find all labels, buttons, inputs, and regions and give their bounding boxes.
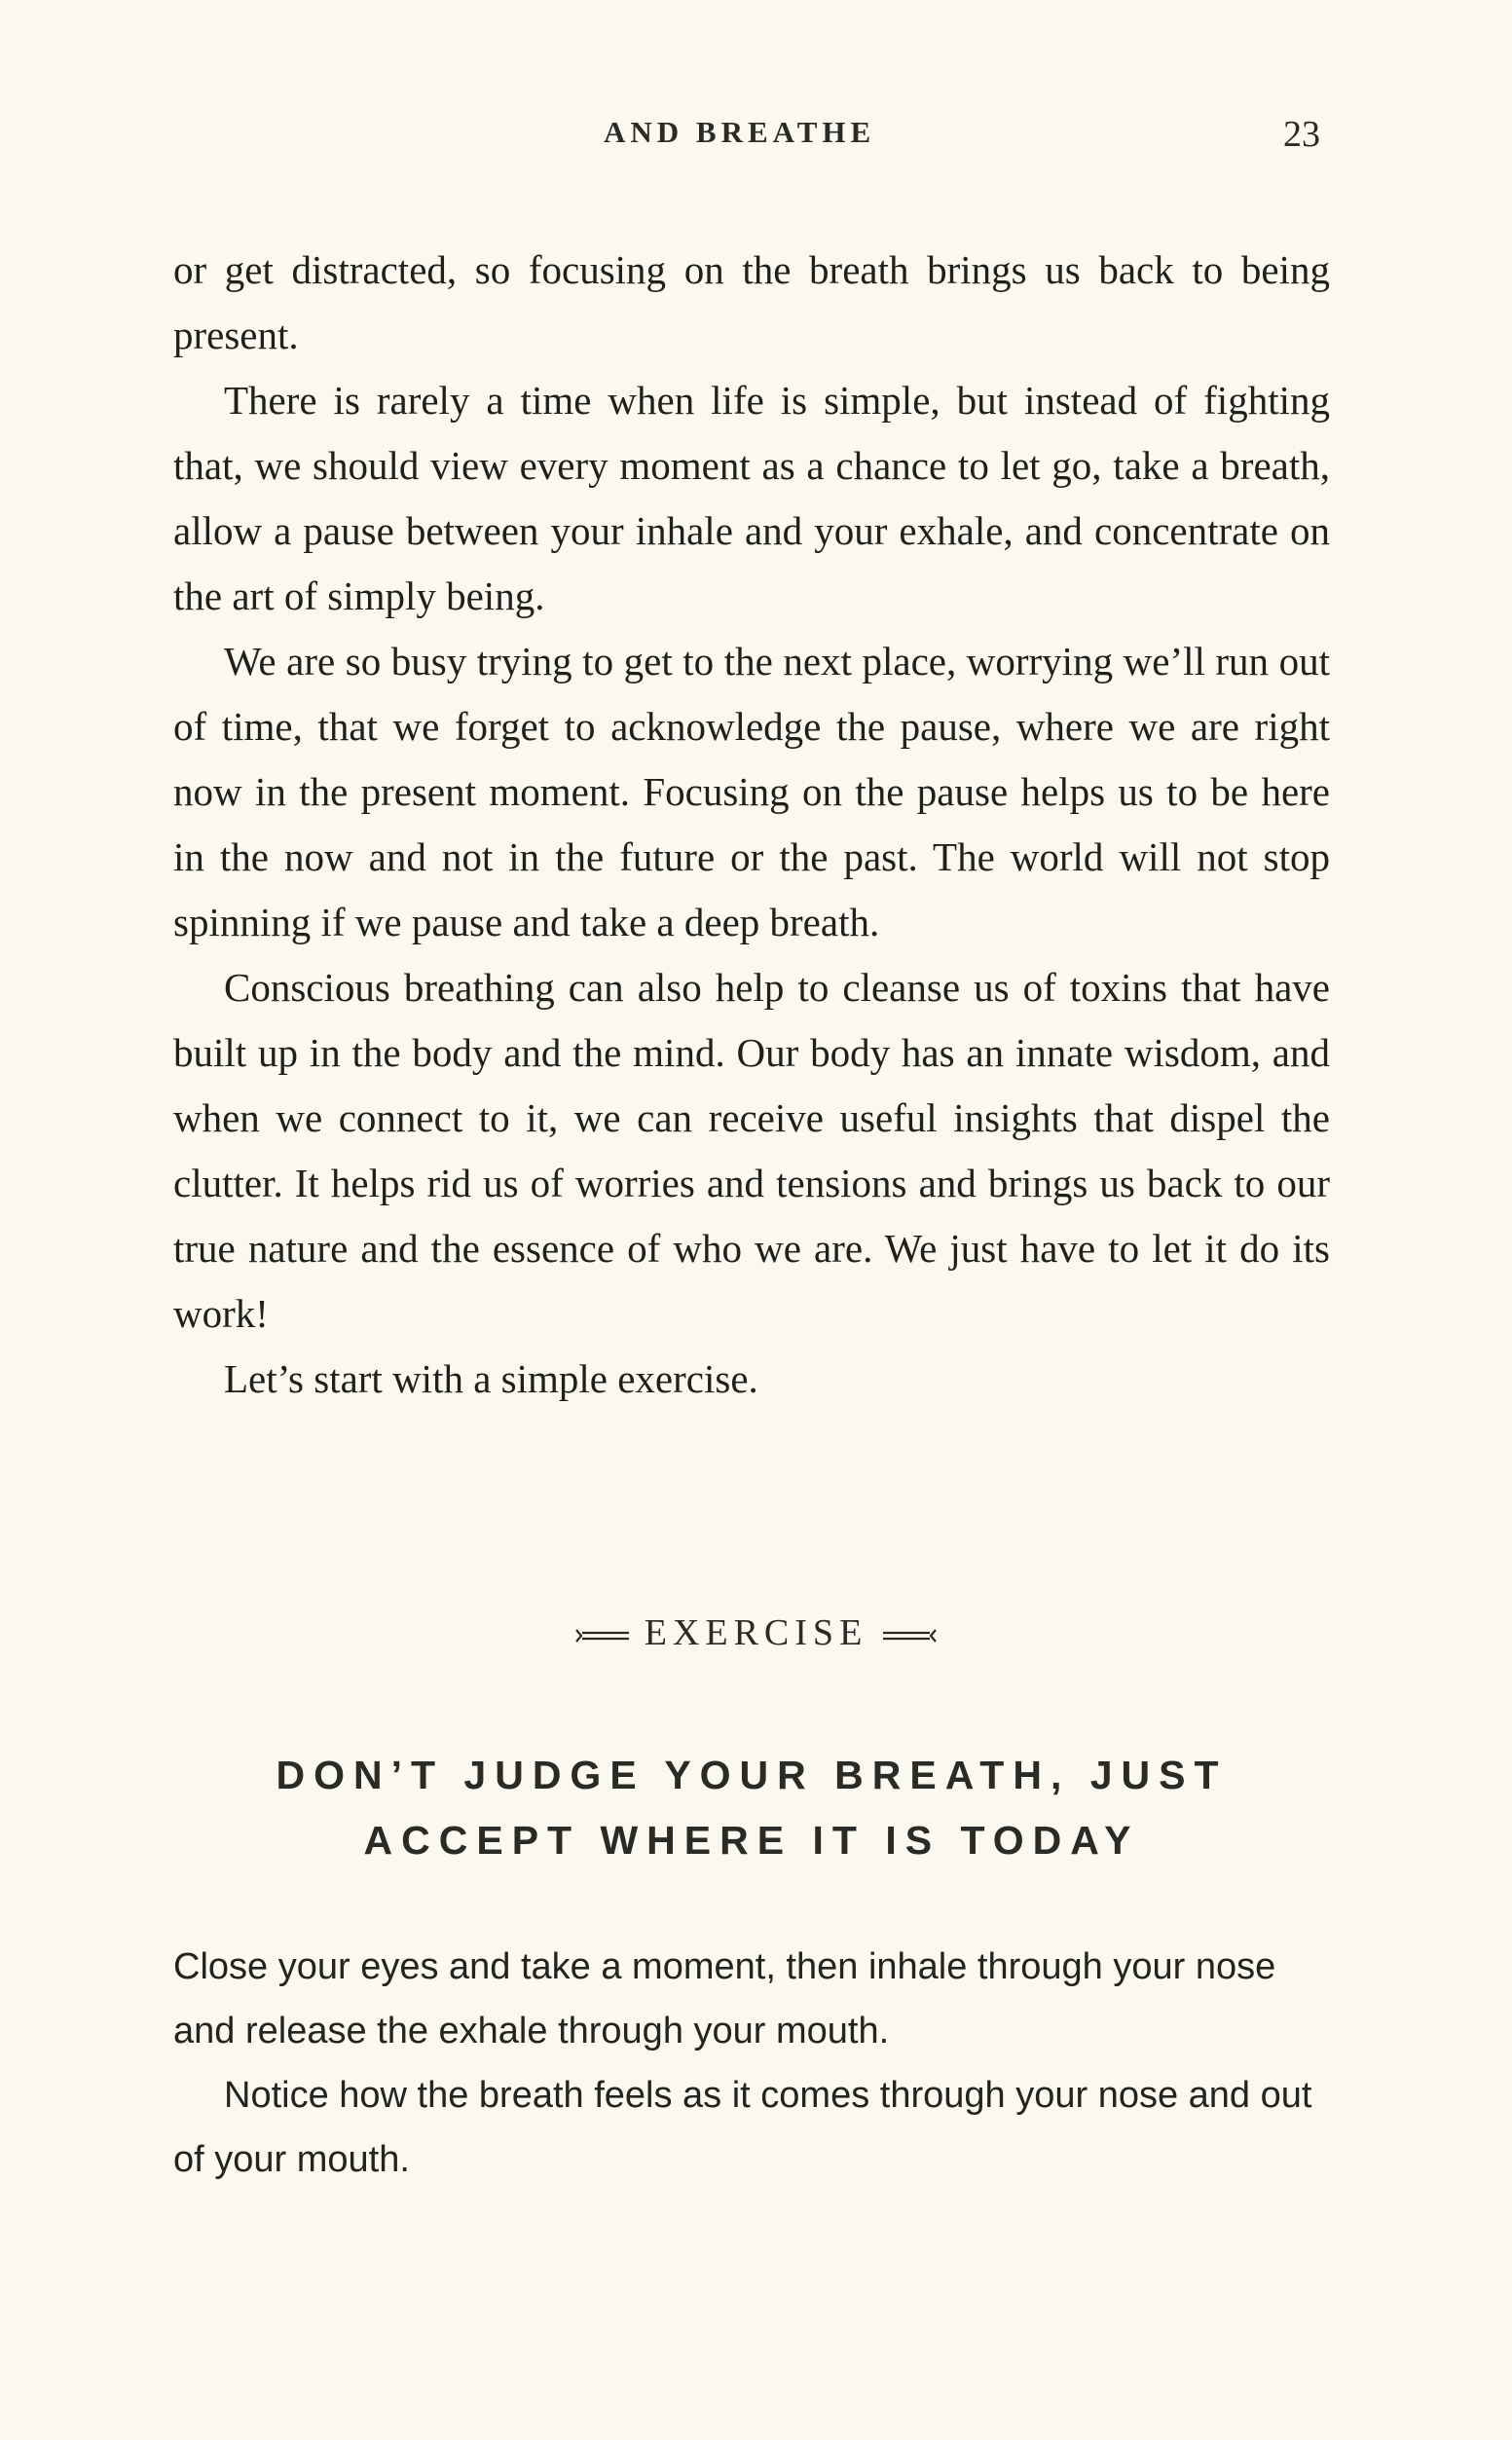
paragraph: Conscious breathing can also help to cleanse us of toxins that have built up in the body and the mind. Our body has an innate wisdom, and when we connect to it, we can receive useful insights that dispel the clutter. It helps rid us of worries and tensions and brings us back to our true nature and the essence of who we are. We just have to let it do its work! — [173, 965, 1330, 1336]
exercise-paragraph: Notice how the breath feels as it comes through your nose and out of your mouth. — [173, 2075, 1312, 2180]
body-text — [173, 238, 1330, 1412]
paragraph: or get distracted, so focusing on the breath brings us back to being present. — [173, 247, 1330, 357]
exercise-text — [173, 1935, 1330, 2192]
exercise-label-text: EXERCISE — [644, 1612, 868, 1653]
exercise-label — [0, 1611, 1512, 1654]
exercise-title-line: DON’T JUDGE YOUR BREATH, JUST — [276, 1753, 1228, 1797]
paragraph: We are so busy trying to get to the next place, worrying we’ll run out of time, that we forget to acknowledge the pause, where we are right now in the present moment. Focusing on the pause helps us to be here in the now and not in the future or the past. The world will not stop spinning if we pause and take a deep breath. — [173, 639, 1330, 944]
page-number: 23 — [1283, 114, 1320, 155]
left-ornament-icon — [572, 1625, 631, 1646]
running-head — [0, 115, 1512, 164]
running-title: AND BREATHE — [604, 115, 876, 149]
right-ornament-icon — [881, 1625, 940, 1646]
paragraph: Let’s start with a simple exercise. — [224, 1356, 758, 1401]
exercise-paragraph: Close your eyes and take a moment, then inhale through your nose and release the exhale through your mouth. — [173, 1946, 1276, 2052]
exercise-title — [173, 1743, 1330, 1873]
paragraph: There is rarely a time when life is simple, but instead of fighting that, we should view every moment as a chance to let go, take a breath, allow a pause between your inhale and your exhale, and concentrate on the art of simply being. — [173, 378, 1330, 618]
exercise-title-line: ACCEPT WHERE IT IS TODAY — [363, 1818, 1140, 1863]
